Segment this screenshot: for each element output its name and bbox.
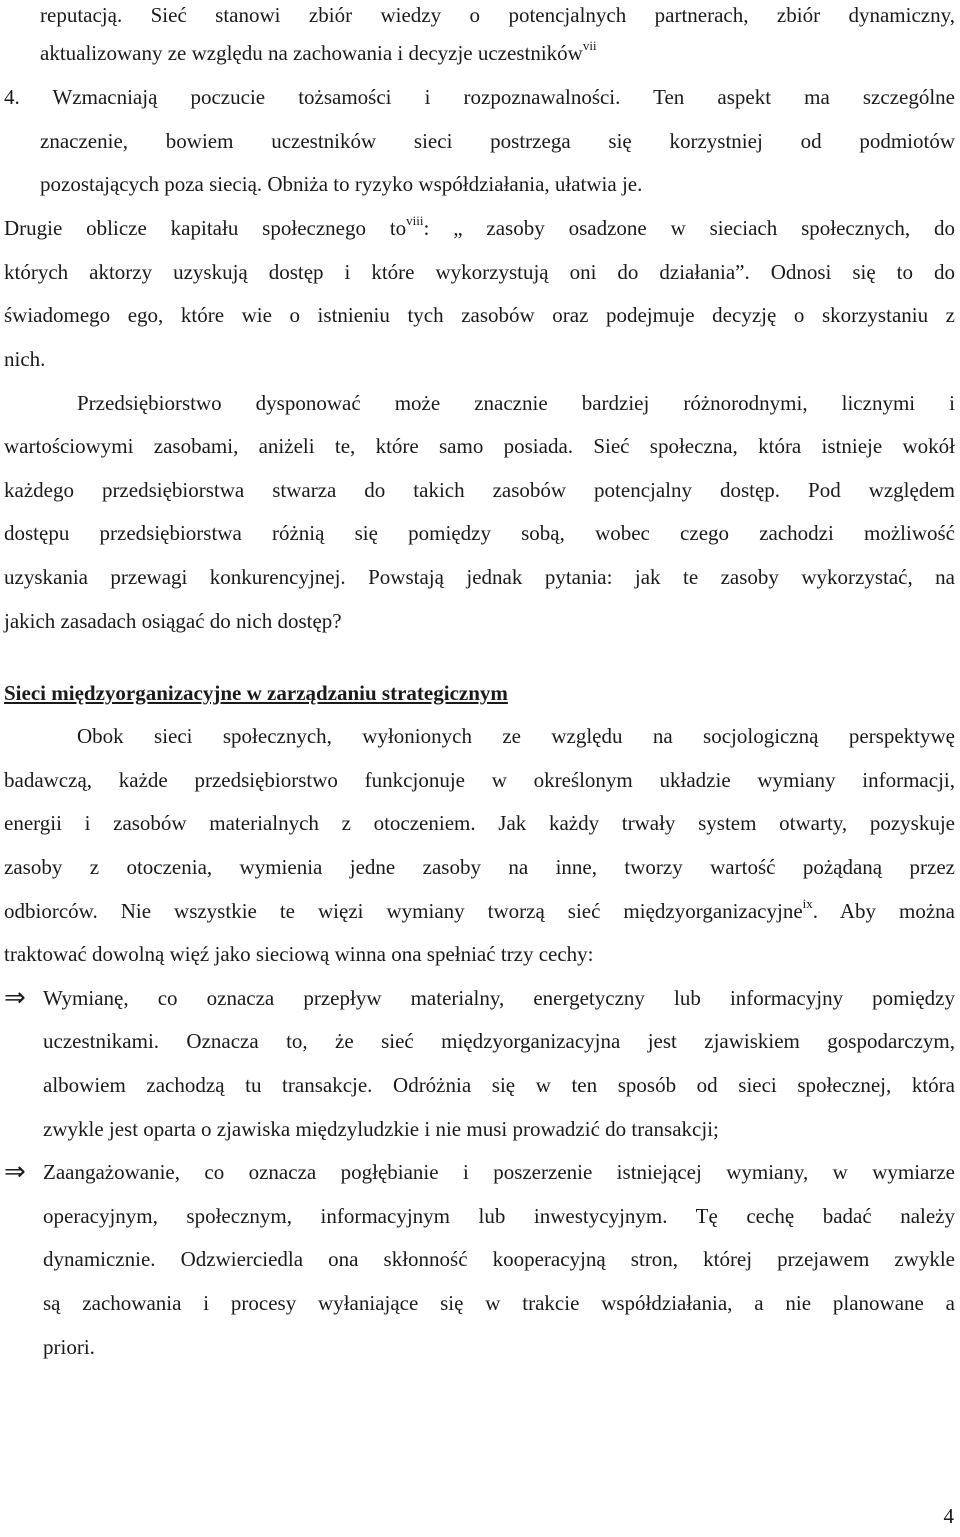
text-line: badawczą, każde przedsiębiorstwo funkcjonuje w określonym układzie wymiany informacji, xyxy=(4,768,955,792)
text-line: świadomego ego, które wie o istnieniu tych zasobów oraz podejmuje decyzję o skorzystaniu z xyxy=(4,303,955,327)
text-line: każdego przedsiębiorstwa stwarza do takich zasobów potencjalny dostęp. Pod względem xyxy=(4,478,955,502)
text-span: odbiorców. Nie wszystkie te więzi wymiany tworzą sieć międzyorganizacyjne xyxy=(4,899,803,923)
text-line: są zachowania i procesy wyłaniające się w trakcie współdziałania, a nie planowane a xyxy=(43,1291,955,1315)
text-line: nich. xyxy=(4,347,46,371)
text-line: dynamicznie. Odzwierciedla ona skłonność kooperacyjną stron, której przejawem zwykle xyxy=(43,1247,955,1271)
text-line xyxy=(4,213,955,243)
text-span: : „ zasoby osadzone w sieciach społecznych, do xyxy=(423,216,955,240)
text-line: priori. xyxy=(43,1335,95,1359)
text-line: Obok sieci społecznych, wyłonionych ze względu na socjologiczną perspektywę xyxy=(77,724,955,748)
bullet-arrow-icon: ⇒ xyxy=(4,1157,26,1187)
text-line: Przedsiębiorstwo dysponować może znacznie bardziej różnorodnymi, licznymi i xyxy=(77,391,955,415)
text-line: uczestnikami. Oznacza to, że sieć międzyorganizacyjna jest zjawiskiem gospodarczym, xyxy=(43,1029,955,1053)
text-line: których aktorzy uzyskują dostęp i które wykorzystują oni do działania”. Odnosi się to do xyxy=(4,260,955,284)
footnote-ref: vii xyxy=(582,38,597,53)
text-line: reputacją. Sieć stanowi zbiór wiedzy o potencjalnych partnerach, zbiór dynamiczny, xyxy=(40,3,955,27)
text-line: Zaangażowanie, co oznacza pogłębianie i poszerzenie istniejącej wymiany, w wymiarze xyxy=(43,1160,955,1184)
bullet-arrow-icon: ⇒ xyxy=(4,983,26,1013)
text-line: dostępu przedsiębiorstwa różnią się pomiędzy sobą, wobec czego zachodzi możliwość xyxy=(4,521,955,545)
section-heading: Sieci międzyorganizacyjne w zarządzaniu strategicznym xyxy=(4,681,508,705)
text-line xyxy=(40,38,700,68)
text-line xyxy=(4,896,955,926)
text-line: operacyjnym, społecznym, informacyjnym lub inwestycyjnym. Tę cechę badać należy xyxy=(43,1204,955,1228)
text-line: jakich zasadach osiągać do nich dostęp? xyxy=(4,609,342,633)
text-line: pozostających poza siecią. Obniża to ryzyko współdziałania, ułatwia je. xyxy=(40,172,643,196)
text-line: albowiem zachodzą tu transakcje. Odróżnia się w ten sposób od sieci społecznej, która xyxy=(43,1073,955,1097)
text-span: aktualizowany ze względu na zachowania i decyzje uczestników xyxy=(40,41,583,65)
page-number: 4 xyxy=(943,1504,954,1528)
text-line: traktować dowolną więź jako sieciową winna ona spełniać trzy cechy: xyxy=(4,942,594,966)
text-span: Drugie oblicze kapitału społecznego to xyxy=(4,216,407,240)
text-line: znaczenie, bowiem uczestników sieci postrzega się korzystniej od podmiotów xyxy=(40,129,955,153)
footnote-ref: ix xyxy=(802,896,813,911)
text-line: uzyskania przewagi konkurencyjnej. Powstają jednak pytania: jak te zasoby wykorzystać, na xyxy=(4,565,955,589)
text-line: energii i zasobów materialnych z otoczeniem. Jak każdy trwały system otwarty, pozyskuje xyxy=(4,811,955,835)
text-span: . Aby można xyxy=(812,899,956,923)
text-line: zasoby z otoczenia, wymienia jedne zasoby na inne, tworzy wartość pożądaną przez xyxy=(4,855,955,879)
footnote-ref: viii xyxy=(406,213,424,228)
text-line: 4. Wzmacniają poczucie tożsamości i rozpoznawalności. Ten aspekt ma szczególne xyxy=(4,85,955,109)
text-line: Wymianę, co oznacza przepływ materialny, energetyczny lub informacyjny pomiędzy xyxy=(43,986,955,1010)
text-line: wartościowymi zasobami, aniżeli te, które samo posiada. Sieć społeczna, która istnieje wokół xyxy=(4,434,955,458)
text-line: zwykle jest oparta o zjawiska międzyludzkie i nie musi prowadzić do transakcji; xyxy=(43,1117,719,1141)
